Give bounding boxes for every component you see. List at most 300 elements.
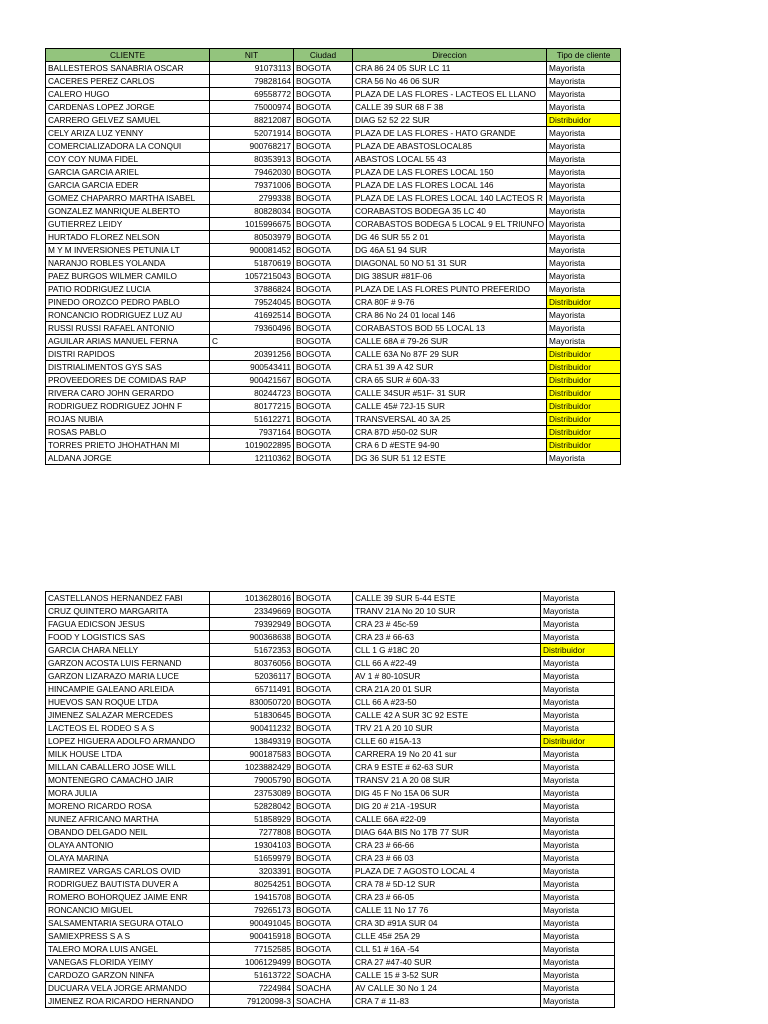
nit-cell[interactable]: 7277808 (210, 826, 294, 839)
nit-cell[interactable]: 37886824 (210, 283, 294, 296)
direccion-cell[interactable]: PLAZA DE 7 AGOSTO LOCAL 4 (353, 865, 541, 878)
tipo-cliente-cell[interactable]: Mayorista (547, 192, 621, 205)
tipo-cliente-cell[interactable]: Distribuidor (547, 400, 621, 413)
tipo-cliente-cell[interactable]: Distribuidor (547, 413, 621, 426)
cliente-cell[interactable]: GARCIA GARCIA ARIEL (46, 166, 210, 179)
direccion-cell[interactable]: CALLE 11 No 17 76 (353, 904, 541, 917)
tipo-cliente-cell[interactable]: Mayorista (541, 696, 615, 709)
ciudad-cell[interactable]: BOGOTA (294, 956, 353, 969)
cliente-cell[interactable]: SALSAMENTARIA SEGURA OTALO (46, 917, 210, 930)
direccion-cell[interactable]: CRA 78 # 5D-12 SUR (353, 878, 541, 891)
direccion-cell[interactable]: CRA 9 ESTE # 62-63 SUR (353, 761, 541, 774)
ciudad-cell[interactable]: BOGOTA (294, 192, 353, 205)
nit-cell[interactable]: 1023882429 (210, 761, 294, 774)
ciudad-cell[interactable]: BOGOTA (294, 787, 353, 800)
nit-cell[interactable]: 7937164 (210, 426, 294, 439)
ciudad-cell[interactable]: BOGOTA (294, 917, 353, 930)
cliente-cell[interactable]: OLAYA ANTONIO (46, 839, 210, 852)
direccion-cell[interactable]: CLL 66 A #22-49 (353, 657, 541, 670)
cliente-cell[interactable]: AGUILAR ARIAS MANUEL FERNA (46, 335, 210, 348)
tipo-cliente-cell[interactable]: Mayorista (541, 748, 615, 761)
cliente-cell[interactable]: GOMEZ CHAPARRO MARTHA ISABEL (46, 192, 210, 205)
nit-cell[interactable]: 88212087 (210, 114, 294, 127)
cliente-cell[interactable]: RAMIREZ VARGAS CARLOS OVID (46, 865, 210, 878)
tipo-cliente-cell[interactable]: Mayorista (541, 813, 615, 826)
tipo-cliente-cell[interactable]: Distribuidor (547, 374, 621, 387)
direccion-cell[interactable]: TRANSVERSAL 40 3A 25 (353, 413, 547, 426)
ciudad-cell[interactable]: BOGOTA (294, 748, 353, 761)
nit-cell[interactable]: 19304103 (210, 839, 294, 852)
ciudad-cell[interactable]: BOGOTA (294, 930, 353, 943)
nit-cell[interactable]: 1019022895 (210, 439, 294, 452)
cliente-cell[interactable]: RODRIGUEZ RODRIGUEZ JOHN F (46, 400, 210, 413)
direccion-cell[interactable]: CALLE 42 A SUR 3C 92 ESTE (353, 709, 541, 722)
direccion-cell[interactable]: CALLE 68A # 79-26 SUR (353, 335, 547, 348)
direccion-cell[interactable]: CALLE 39 SUR 5-44 ESTE (353, 592, 541, 605)
ciudad-cell[interactable]: BOGOTA (294, 657, 353, 670)
direccion-cell[interactable]: CRA 23 # 45c-59 (353, 618, 541, 631)
tipo-cliente-cell[interactable]: Mayorista (541, 787, 615, 800)
ciudad-cell[interactable]: BOGOTA (294, 618, 353, 631)
ciudad-cell[interactable]: BOGOTA (294, 592, 353, 605)
tipo-cliente-cell[interactable]: Mayorista (547, 218, 621, 231)
nit-cell[interactable]: 79265173 (210, 904, 294, 917)
ciudad-cell[interactable]: BOGOTA (294, 761, 353, 774)
ciudad-cell[interactable]: BOGOTA (294, 878, 353, 891)
nit-cell[interactable]: 80376056 (210, 657, 294, 670)
header-tipo-cliente[interactable]: Tipo de cliente (547, 49, 621, 62)
cliente-cell[interactable]: CELY ARIZA LUZ YENNY (46, 127, 210, 140)
tipo-cliente-cell[interactable]: Mayorista (541, 904, 615, 917)
direccion-cell[interactable]: TRV 21 A 20 10 SUR (353, 722, 541, 735)
cliente-cell[interactable]: COY COY NUMA FIDEL (46, 153, 210, 166)
direccion-cell[interactable]: CALLE 39 SUR 68 F 38 (353, 101, 547, 114)
direccion-cell[interactable]: CRA 3D #91A SUR 04 (353, 917, 541, 930)
ciudad-cell[interactable]: BOGOTA (294, 426, 353, 439)
nit-cell[interactable]: 23349669 (210, 605, 294, 618)
nit-cell[interactable]: 80254251 (210, 878, 294, 891)
tipo-cliente-cell[interactable]: Mayorista (541, 800, 615, 813)
cliente-cell[interactable]: LOPEZ HIGUERA ADOLFO ARMANDO (46, 735, 210, 748)
direccion-cell[interactable]: CRA 21A 20 01 SUR (353, 683, 541, 696)
cliente-cell[interactable]: GONZALEZ MANRIQUE ALBERTO (46, 205, 210, 218)
direccion-cell[interactable]: PLAZA DE LAS FLORES LOCAL 140 LACTEOS R (353, 192, 547, 205)
cliente-cell[interactable]: PATIO RODRIGUEZ LUCIA (46, 283, 210, 296)
nit-cell[interactable]: 91073113 (210, 62, 294, 75)
cliente-cell[interactable]: MONTENEGRO CAMACHO JAIR (46, 774, 210, 787)
nit-cell[interactable]: 80177215 (210, 400, 294, 413)
ciudad-cell[interactable]: BOGOTA (294, 774, 353, 787)
cliente-cell[interactable]: JIMENEZ ROA RICARDO HERNANDO (46, 995, 210, 1008)
direccion-cell[interactable]: CLL 1 G #18C 20 (353, 644, 541, 657)
direccion-cell[interactable]: CLLE 45# 25A 29 (353, 930, 541, 943)
ciudad-cell[interactable]: BOGOTA (294, 244, 353, 257)
cliente-cell[interactable]: DISTRI RAPIDOS (46, 348, 210, 361)
cliente-cell[interactable]: LACTEOS EL RODEO S A S (46, 722, 210, 735)
tipo-cliente-cell[interactable]: Mayorista (541, 709, 615, 722)
nit-cell[interactable]: 79392949 (210, 618, 294, 631)
cliente-cell[interactable]: ROMERO BOHORQUEZ JAIME ENR (46, 891, 210, 904)
ciudad-cell[interactable]: SOACHA (294, 969, 353, 982)
direccion-cell[interactable]: CRA 23 # 66-05 (353, 891, 541, 904)
tipo-cliente-cell[interactable]: Mayorista (547, 101, 621, 114)
cliente-cell[interactable]: MILK HOUSE LTDA (46, 748, 210, 761)
direccion-cell[interactable]: CRA 23 # 66-66 (353, 839, 541, 852)
tipo-cliente-cell[interactable]: Mayorista (541, 683, 615, 696)
ciudad-cell[interactable]: BOGOTA (294, 140, 353, 153)
ciudad-cell[interactable]: BOGOTA (294, 361, 353, 374)
nit-cell[interactable]: 79524045 (210, 296, 294, 309)
header-ciudad[interactable]: Ciudad (294, 49, 353, 62)
nit-cell[interactable]: 79120098-3 (210, 995, 294, 1008)
nit-cell[interactable]: 19415708 (210, 891, 294, 904)
direccion-cell[interactable]: TRANV 21A No 20 10 SUR (353, 605, 541, 618)
ciudad-cell[interactable]: BOGOTA (294, 631, 353, 644)
tipo-cliente-cell[interactable]: Distribuidor (547, 348, 621, 361)
ciudad-cell[interactable]: BOGOTA (294, 374, 353, 387)
nit-cell[interactable]: 52071914 (210, 127, 294, 140)
ciudad-cell[interactable]: BOGOTA (294, 605, 353, 618)
direccion-cell[interactable]: CORABASTOS BODEGA 35 LC 40 (353, 205, 547, 218)
nit-cell[interactable]: 52036117 (210, 670, 294, 683)
ciudad-cell[interactable]: BOGOTA (294, 62, 353, 75)
cliente-cell[interactable]: BALLESTEROS SANABRIA OSCAR (46, 62, 210, 75)
direccion-cell[interactable]: DIG 45 F No 15A 06 SUR (353, 787, 541, 800)
nit-cell[interactable]: 79371006 (210, 179, 294, 192)
direccion-cell[interactable]: CORABASTOS BODEGA 5 LOCAL 9 EL TRIUNFO (353, 218, 547, 231)
nit-cell[interactable]: 830050720 (210, 696, 294, 709)
tipo-cliente-cell[interactable]: Mayorista (547, 166, 621, 179)
tipo-cliente-cell[interactable]: Mayorista (547, 205, 621, 218)
direccion-cell[interactable]: TRANSV 21 A 20 08 SUR (353, 774, 541, 787)
ciudad-cell[interactable]: BOGOTA (294, 439, 353, 452)
cliente-cell[interactable]: RIVERA CARO JOHN GERARDO (46, 387, 210, 400)
cliente-cell[interactable]: OBANDO DELGADO NEIL (46, 826, 210, 839)
cliente-cell[interactable]: TALERO MORA LUIS ANGEL (46, 943, 210, 956)
ciudad-cell[interactable]: BOGOTA (294, 257, 353, 270)
nit-cell[interactable]: 75000974 (210, 101, 294, 114)
tipo-cliente-cell[interactable]: Mayorista (541, 891, 615, 904)
direccion-cell[interactable]: DG 46 SUR 55 2 01 (353, 231, 547, 244)
cliente-cell[interactable]: RONCANCIO MIGUEL (46, 904, 210, 917)
ciudad-cell[interactable]: BOGOTA (294, 696, 353, 709)
nit-cell[interactable]: 79462030 (210, 166, 294, 179)
cliente-cell[interactable]: ROSAS PABLO (46, 426, 210, 439)
cliente-cell[interactable]: VANEGAS FLORIDA YEIMY (46, 956, 210, 969)
ciudad-cell[interactable]: BOGOTA (294, 179, 353, 192)
cliente-cell[interactable]: GARCIA GARCIA EDER (46, 179, 210, 192)
direccion-cell[interactable]: PLAZA DE LAS FLORES LOCAL 150 (353, 166, 547, 179)
nit-cell[interactable]: 51612271 (210, 413, 294, 426)
tipo-cliente-cell[interactable]: Mayorista (547, 140, 621, 153)
direccion-cell[interactable]: CLL 66 A #23-50 (353, 696, 541, 709)
nit-cell[interactable]: C (210, 335, 294, 348)
tipo-cliente-cell[interactable]: Mayorista (547, 283, 621, 296)
ciudad-cell[interactable]: BOGOTA (294, 309, 353, 322)
ciudad-cell[interactable]: BOGOTA (294, 452, 353, 465)
direccion-cell[interactable]: DIAG 64A BIS No 17B 77 SUR (353, 826, 541, 839)
ciudad-cell[interactable]: BOGOTA (294, 644, 353, 657)
direccion-cell[interactable]: CALLE 45# 72J-15 SUR (353, 400, 547, 413)
cliente-cell[interactable]: CRUZ QUINTERO MARGARITA (46, 605, 210, 618)
cliente-cell[interactable]: RONCANCIO RODRIGUEZ LUZ AU (46, 309, 210, 322)
nit-cell[interactable]: 900187583 (210, 748, 294, 761)
tipo-cliente-cell[interactable]: Mayorista (541, 852, 615, 865)
ciudad-cell[interactable]: BOGOTA (294, 348, 353, 361)
header-cliente[interactable]: CLIENTE (46, 49, 210, 62)
cliente-cell[interactable]: ALDANA JORGE (46, 452, 210, 465)
direccion-cell[interactable]: CARRERA 19 No 20 41 sur (353, 748, 541, 761)
tipo-cliente-cell[interactable]: Mayorista (541, 670, 615, 683)
ciudad-cell[interactable]: BOGOTA (294, 943, 353, 956)
cliente-cell[interactable]: RUSSI RUSSI RAFAEL ANTONIO (46, 322, 210, 335)
tipo-cliente-cell[interactable]: Mayorista (547, 75, 621, 88)
cliente-cell[interactable]: CALERO HUGO (46, 88, 210, 101)
direccion-cell[interactable]: PLAZA DE LAS FLORES LOCAL 146 (353, 179, 547, 192)
nit-cell[interactable]: 3203391 (210, 865, 294, 878)
nit-cell[interactable]: 7224984 (210, 982, 294, 995)
direccion-cell[interactable]: CALLE 34SUR #51F- 31 SUR (353, 387, 547, 400)
nit-cell[interactable]: 79360496 (210, 322, 294, 335)
nit-cell[interactable]: 51613722 (210, 969, 294, 982)
tipo-cliente-cell[interactable]: Mayorista (541, 774, 615, 787)
tipo-cliente-cell[interactable]: Mayorista (547, 153, 621, 166)
cliente-cell[interactable]: MILLAN CABALLERO JOSE WILL (46, 761, 210, 774)
tipo-cliente-cell[interactable]: Mayorista (547, 62, 621, 75)
cliente-cell[interactable]: JIMENEZ SALAZAR MERCEDES (46, 709, 210, 722)
ciudad-cell[interactable]: BOGOTA (294, 852, 353, 865)
nit-cell[interactable]: 77152585 (210, 943, 294, 956)
cliente-cell[interactable]: MORENO RICARDO ROSA (46, 800, 210, 813)
ciudad-cell[interactable]: BOGOTA (294, 127, 353, 140)
nit-cell[interactable]: 23753089 (210, 787, 294, 800)
tipo-cliente-cell[interactable]: Distribuidor (547, 361, 621, 374)
ciudad-cell[interactable]: BOGOTA (294, 670, 353, 683)
direccion-cell[interactable]: CLLE 60 #15A-13 (353, 735, 541, 748)
direccion-cell[interactable]: CRA 6 D #ESTE 94-90 (353, 439, 547, 452)
tipo-cliente-cell[interactable]: Mayorista (541, 618, 615, 631)
nit-cell[interactable]: 900491045 (210, 917, 294, 930)
cliente-cell[interactable]: ROJAS NUBIA (46, 413, 210, 426)
ciudad-cell[interactable]: BOGOTA (294, 335, 353, 348)
nit-cell[interactable]: 12110362 (210, 452, 294, 465)
ciudad-cell[interactable]: BOGOTA (294, 800, 353, 813)
ciudad-cell[interactable]: BOGOTA (294, 891, 353, 904)
tipo-cliente-cell[interactable]: Mayorista (541, 995, 615, 1008)
ciudad-cell[interactable]: BOGOTA (294, 153, 353, 166)
cliente-cell[interactable]: COMERCIALIZADORA LA CONQUI (46, 140, 210, 153)
direccion-cell[interactable]: CRA 7 # 11-83 (353, 995, 541, 1008)
direccion-cell[interactable]: CRA 23 # 66 03 (353, 852, 541, 865)
tipo-cliente-cell[interactable]: Mayorista (541, 865, 615, 878)
ciudad-cell[interactable]: BOGOTA (294, 826, 353, 839)
nit-cell[interactable]: 13849319 (210, 735, 294, 748)
direccion-cell[interactable]: ABASTOS LOCAL 55 43 (353, 153, 547, 166)
tipo-cliente-cell[interactable]: Mayorista (541, 605, 615, 618)
tipo-cliente-cell[interactable]: Mayorista (541, 657, 615, 670)
ciudad-cell[interactable]: BOGOTA (294, 75, 353, 88)
cliente-cell[interactable]: PROVEEDORES DE COMIDAS RAP (46, 374, 210, 387)
direccion-cell[interactable]: CRA 65 SUR # 60A-33 (353, 374, 547, 387)
nit-cell[interactable]: 2799338 (210, 192, 294, 205)
ciudad-cell[interactable]: BOGOTA (294, 735, 353, 748)
tipo-cliente-cell[interactable]: Mayorista (541, 969, 615, 982)
direccion-cell[interactable]: DIAG 52 52 22 SUR (353, 114, 547, 127)
direccion-cell[interactable]: DIG 38SUR #81F-06 (353, 270, 547, 283)
ciudad-cell[interactable]: BOGOTA (294, 722, 353, 735)
nit-cell[interactable]: 900368638 (210, 631, 294, 644)
cliente-cell[interactable]: PAEZ BURGOS WILMER CAMILO (46, 270, 210, 283)
direccion-cell[interactable]: CORABASTOS BOD 55 LOCAL 13 (353, 322, 547, 335)
nit-cell[interactable]: 79005790 (210, 774, 294, 787)
cliente-cell[interactable]: RODRIGUEZ BAUTISTA DUVER A (46, 878, 210, 891)
tipo-cliente-cell[interactable]: Mayorista (547, 257, 621, 270)
nit-cell[interactable]: 900415918 (210, 930, 294, 943)
ciudad-cell[interactable]: BOGOTA (294, 88, 353, 101)
direccion-cell[interactable]: CRA 87D #50-02 SUR (353, 426, 547, 439)
tipo-cliente-cell[interactable]: Mayorista (547, 179, 621, 192)
nit-cell[interactable]: 900081452 (210, 244, 294, 257)
ciudad-cell[interactable]: BOGOTA (294, 683, 353, 696)
nit-cell[interactable]: 900421567 (210, 374, 294, 387)
cliente-cell[interactable]: GARZON ACOSTA LUIS FERNAND (46, 657, 210, 670)
nit-cell[interactable]: 1013628016 (210, 592, 294, 605)
direccion-cell[interactable]: CRA 23 # 66-63 (353, 631, 541, 644)
tipo-cliente-cell[interactable]: Distribuidor (547, 296, 621, 309)
tipo-cliente-cell[interactable]: Mayorista (541, 826, 615, 839)
cliente-cell[interactable]: GUTIERREZ LEIDY (46, 218, 210, 231)
tipo-cliente-cell[interactable]: Mayorista (541, 722, 615, 735)
tipo-cliente-cell[interactable]: Mayorista (541, 761, 615, 774)
cliente-cell[interactable]: HURTADO FLOREZ NELSON (46, 231, 210, 244)
cliente-cell[interactable]: FOOD Y LOGISTICS SAS (46, 631, 210, 644)
cliente-cell[interactable]: CARDENAS LOPEZ JORGE (46, 101, 210, 114)
nit-cell[interactable]: 69558772 (210, 88, 294, 101)
tipo-cliente-cell[interactable]: Mayorista (547, 231, 621, 244)
direccion-cell[interactable]: CLL 51 # 16A -54 (353, 943, 541, 956)
tipo-cliente-cell[interactable]: Mayorista (547, 452, 621, 465)
nit-cell[interactable]: 51858929 (210, 813, 294, 826)
direccion-cell[interactable]: PLAZA DE ABASTOSLOCAL85 (353, 140, 547, 153)
cliente-cell[interactable]: OLAYA MARINA (46, 852, 210, 865)
direccion-cell[interactable]: PLAZA DE LAS FLORES PUNTO PREFERIDO (353, 283, 547, 296)
nit-cell[interactable]: 51659979 (210, 852, 294, 865)
cliente-cell[interactable]: DISTRIALIMENTOS GYS SAS (46, 361, 210, 374)
direccion-cell[interactable]: DIG 20 # 21A -19SUR (353, 800, 541, 813)
nit-cell[interactable]: 80503979 (210, 231, 294, 244)
cliente-cell[interactable]: GARCIA CHARA NELLY (46, 644, 210, 657)
cliente-cell[interactable]: DUCUARA VELA JORGE ARMANDO (46, 982, 210, 995)
tipo-cliente-cell[interactable]: Mayorista (541, 917, 615, 930)
ciudad-cell[interactable]: BOGOTA (294, 205, 353, 218)
tipo-cliente-cell[interactable]: Mayorista (547, 335, 621, 348)
direccion-cell[interactable]: CALLE 66A #22-09 (353, 813, 541, 826)
cliente-cell[interactable]: CACERES PEREZ CARLOS (46, 75, 210, 88)
nit-cell[interactable]: 51870619 (210, 257, 294, 270)
direccion-cell[interactable]: CRA 51 39 A 42 SUR (353, 361, 547, 374)
nit-cell[interactable]: 900543411 (210, 361, 294, 374)
nit-cell[interactable]: 900768217 (210, 140, 294, 153)
ciudad-cell[interactable]: BOGOTA (294, 813, 353, 826)
direccion-cell[interactable]: CRA 56 No 46 06 SUR (353, 75, 547, 88)
tipo-cliente-cell[interactable]: Mayorista (547, 127, 621, 140)
nit-cell[interactable]: 900411232 (210, 722, 294, 735)
cliente-cell[interactable]: M Y M INVERSIONES PETUNIA LT (46, 244, 210, 257)
direccion-cell[interactable]: CRA 27 #47-40 SUR (353, 956, 541, 969)
ciudad-cell[interactable]: SOACHA (294, 982, 353, 995)
nit-cell[interactable]: 80828034 (210, 205, 294, 218)
cliente-cell[interactable]: CARDOZO GARZON NINFA (46, 969, 210, 982)
ciudad-cell[interactable]: BOGOTA (294, 322, 353, 335)
tipo-cliente-cell[interactable]: Mayorista (547, 309, 621, 322)
tipo-cliente-cell[interactable]: Mayorista (541, 930, 615, 943)
ciudad-cell[interactable]: BOGOTA (294, 400, 353, 413)
direccion-cell[interactable]: DG 36 SUR 51 12 ESTE (353, 452, 547, 465)
cliente-cell[interactable]: TORRES PRIETO JHOHATHAN MI (46, 439, 210, 452)
direccion-cell[interactable]: DG 46A 51 94 SUR (353, 244, 547, 257)
tipo-cliente-cell[interactable]: Mayorista (547, 322, 621, 335)
direccion-cell[interactable]: AV CALLE 30 No 1 24 (353, 982, 541, 995)
direccion-cell[interactable]: CRA 86 No 24 01 local 146 (353, 309, 547, 322)
cliente-cell[interactable]: FAGUA EDICSON JESUS (46, 618, 210, 631)
tipo-cliente-cell[interactable]: Mayorista (541, 592, 615, 605)
direccion-cell[interactable]: CALLE 63A No 87F 29 SUR (353, 348, 547, 361)
tipo-cliente-cell[interactable]: Mayorista (541, 631, 615, 644)
cliente-cell[interactable]: HUEVOS SAN ROQUE LTDA (46, 696, 210, 709)
direccion-cell[interactable]: DIAGONAL 50 NO 51 31 SUR (353, 257, 547, 270)
tipo-cliente-cell[interactable]: Distribuidor (547, 439, 621, 452)
cliente-cell[interactable]: NUNEZ AFRICANO MARTHA (46, 813, 210, 826)
cliente-cell[interactable]: NARANJO ROBLES YOLANDA (46, 257, 210, 270)
tipo-cliente-cell[interactable]: Mayorista (541, 839, 615, 852)
tipo-cliente-cell[interactable]: Distribuidor (541, 644, 615, 657)
nit-cell[interactable]: 51830645 (210, 709, 294, 722)
nit-cell[interactable]: 79828164 (210, 75, 294, 88)
header-nit[interactable]: NIT (210, 49, 294, 62)
direccion-cell[interactable]: PLAZA DE LAS FLORES - HATO GRANDE (353, 127, 547, 140)
header-direccion[interactable]: Direccion (353, 49, 547, 62)
tipo-cliente-cell[interactable]: Mayorista (547, 270, 621, 283)
direccion-cell[interactable]: CRA 86 24 05 SUR LC 11 (353, 62, 547, 75)
ciudad-cell[interactable]: BOGOTA (294, 413, 353, 426)
tipo-cliente-cell[interactable]: Mayorista (541, 982, 615, 995)
direccion-cell[interactable]: AV 1 # 80-10SUR (353, 670, 541, 683)
direccion-cell[interactable]: CRA 80F # 9-76 (353, 296, 547, 309)
tipo-cliente-cell[interactable]: Distribuidor (547, 114, 621, 127)
tipo-cliente-cell[interactable]: Mayorista (547, 244, 621, 257)
tipo-cliente-cell[interactable]: Distribuidor (547, 426, 621, 439)
nit-cell[interactable]: 41692514 (210, 309, 294, 322)
nit-cell[interactable]: 80244723 (210, 387, 294, 400)
ciudad-cell[interactable]: BOGOTA (294, 283, 353, 296)
cliente-cell[interactable]: CARRERO GELVEZ SAMUEL (46, 114, 210, 127)
cliente-cell[interactable]: GARZON LIZARAZO MARIA LUCE (46, 670, 210, 683)
nit-cell[interactable]: 20391256 (210, 348, 294, 361)
nit-cell[interactable]: 1006129499 (210, 956, 294, 969)
tipo-cliente-cell[interactable]: Distribuidor (541, 735, 615, 748)
nit-cell[interactable]: 51672353 (210, 644, 294, 657)
cliente-cell[interactable]: PINEDO OROZCO PEDRO PABLO (46, 296, 210, 309)
cliente-cell[interactable]: HINCAMPIE GALEANO ARLEIDA (46, 683, 210, 696)
cliente-cell[interactable]: CASTELLANOS HERNANDEZ FABI (46, 592, 210, 605)
ciudad-cell[interactable]: BOGOTA (294, 839, 353, 852)
ciudad-cell[interactable]: BOGOTA (294, 387, 353, 400)
direccion-cell[interactable]: CALLE 15 # 3-52 SUR (353, 969, 541, 982)
ciudad-cell[interactable]: BOGOTA (294, 114, 353, 127)
direccion-cell[interactable]: PLAZA DE LAS FLORES - LACTEOS EL LLANO (353, 88, 547, 101)
ciudad-cell[interactable]: BOGOTA (294, 904, 353, 917)
nit-cell[interactable]: 1057215043 (210, 270, 294, 283)
